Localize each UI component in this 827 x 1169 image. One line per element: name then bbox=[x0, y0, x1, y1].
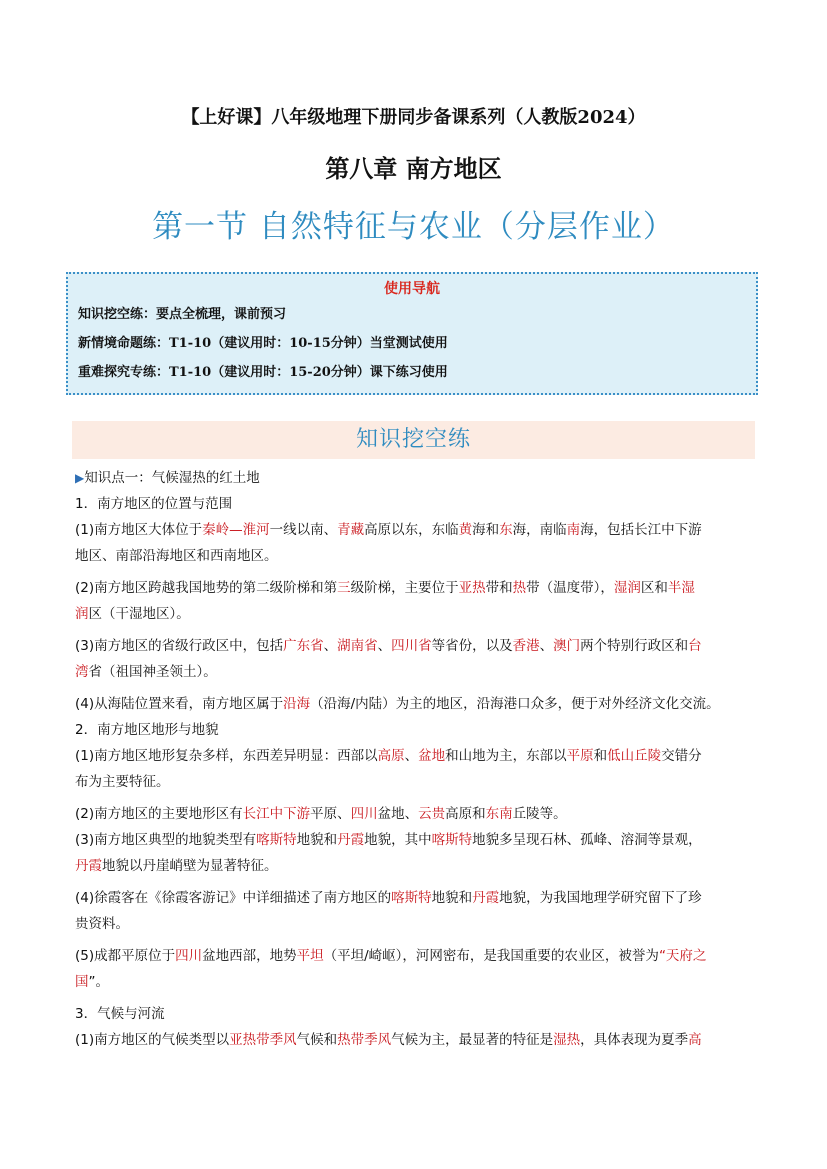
section-banner: 知识挖空练 bbox=[72, 421, 755, 459]
section-title: 第一节 自然特征与农业（分层作业） bbox=[152, 209, 675, 245]
paragraph: (2)南方地区跨越我国地势的第二级阶梯和第三级阶梯，主要位于亚热带和热带（温度带），湿润区和半湿 bbox=[75, 580, 695, 596]
knowledge-point-heading: ▶知识点一：气候湿热的红土地 bbox=[75, 470, 260, 486]
paragraph: 国”。 bbox=[75, 974, 109, 990]
paragraph: (4)徐霞客在《徐霞客游记》中详细描述了南方地区的喀斯特地貌和丹霞地貌，为我国地理学研究留下了珍 bbox=[75, 890, 702, 906]
paragraph: (1)南方地区的气候类型以亚热带季风气候和热带季风气候为主，最显著的特征是湿热，具体表现为夏季高 bbox=[75, 1032, 702, 1048]
subheading: 1．南方地区的位置与范围 bbox=[75, 496, 233, 512]
paragraph: 贵资料。 bbox=[75, 916, 129, 932]
paragraph: (1)南方地区地形复杂多样，东西差异明显：西部以高原、盆地和山地为主，东部以平原和低山丘陵交错分 bbox=[75, 748, 702, 764]
triangle-icon: ▶ bbox=[75, 471, 85, 485]
paragraph: (5)成都平原位于四川盆地西部，地势平坦（平坦/崎岖），河网密布，是我国重要的农业区，被誉为“天府之 bbox=[75, 948, 707, 964]
paragraph: 湾省（祖国神圣领土）。 bbox=[75, 664, 217, 680]
paragraph: 布为主要特征。 bbox=[75, 774, 170, 790]
guide-line: 重难探究专练：T1-10（建议用时：15-20分钟）课下练习使用 bbox=[78, 365, 448, 380]
usage-guide-title: 使用导航 bbox=[384, 281, 440, 297]
paragraph: (4)从海陆位置来看，南方地区属于沿海（沿海/内陆）为主的地区，沿海港口众多，便于对外经济文化交流。 bbox=[75, 696, 720, 712]
paragraph: (2)南方地区的主要地形区有长江中下游平原、四川盆地、云贵高原和东南丘陵等。 bbox=[75, 806, 567, 822]
chapter-title: 第八章 南方地区 bbox=[325, 155, 502, 183]
guide-line: 知识挖空练：要点全梳理，课前预习 bbox=[78, 307, 287, 322]
paragraph: 地区、南部沿海地区和西南地区。 bbox=[75, 548, 278, 564]
paragraph: (3)南方地区的省级行政区中，包括广东省、湖南省、四川省等省份，以及香港、澳门两个特别行政区和台 bbox=[75, 638, 702, 654]
paragraph: (1)南方地区大体位于秦岭—淮河一线以南、青藏高原以东，东临黄海和东海，南临南海，包括长江中下游 bbox=[75, 522, 702, 538]
paragraph: (3)南方地区典型的地貌类型有喀斯特地貌和丹霞地貌，其中喀斯特地貌多呈现石林、孤峰、溶洞等景观， bbox=[75, 832, 702, 848]
series-title: 【上好课】八年级地理下册同步备课系列（人教版2024） bbox=[181, 107, 646, 128]
subheading: 3．气候与河流 bbox=[75, 1006, 165, 1022]
subheading: 2．南方地区地形与地貌 bbox=[75, 722, 219, 738]
content-body bbox=[75, 465, 755, 1053]
paragraph: 润区（干湿地区）。 bbox=[75, 606, 190, 622]
guide-line: 新情境命题练：T1-10（建议用时：10-15分钟）当堂测试使用 bbox=[78, 336, 448, 351]
paragraph: 丹霞地貌以丹崖峭壁为显著特征。 bbox=[75, 858, 278, 874]
usage-guide-box bbox=[66, 272, 758, 395]
